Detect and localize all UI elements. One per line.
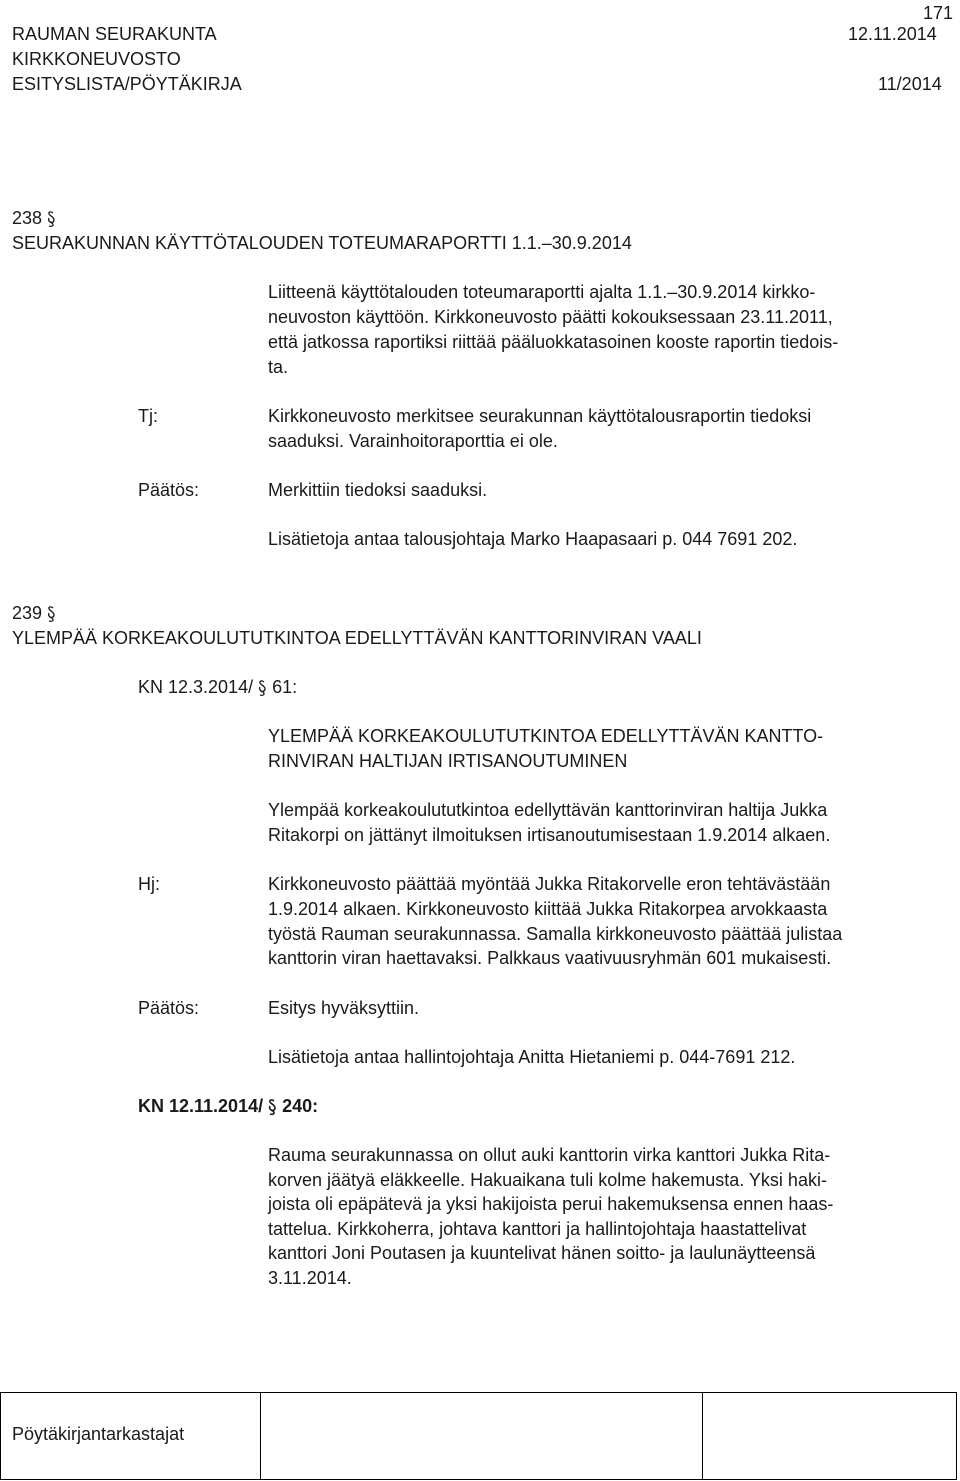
subtitle-line: YLEMPÄÄ KORKEAKOULUTUTKINTOA EDELLYTTÄVÄN KANTTO- (268, 726, 824, 746)
body-paragraph-line: joista oli epäpätevä ja yksi hakijoista perui hakemuksensa ennen haas- (268, 1194, 834, 1214)
tj-label: Tj: (138, 406, 158, 426)
decision-text: Merkittiin tiedoksi saaduksi. (268, 480, 488, 500)
body-paragraph-line: Rauma seurakunnassa on ollut auki kanttorin virka kanttori Jukka Rita- (268, 1145, 831, 1165)
section-sign-icon (46, 210, 56, 228)
document-type: ESITYSLISTA/PÖYTÄKIRJA (12, 74, 242, 94)
subtitle-line: RINVIRAN HALTIJAN IRTISANOUTUMINEN (268, 751, 628, 771)
contact-info: Lisätietoja antaa hallintojohtaja Anitta Hietaniemi p. 044-7691 212. (268, 1047, 796, 1067)
meeting-date: 12.11.2014 (848, 24, 937, 44)
body-paragraph-line: kanttori Joni Poutasen ja kuuntelivat hänen soitto- ja laulunäytteensä (268, 1243, 816, 1263)
body-paragraph-line: tattelua. Kirkkoherra, johtava kanttori ja hallintojohtaja haastattelivat (268, 1219, 807, 1239)
meeting-number: 11/2014 (878, 74, 942, 94)
contact-info: Lisätietoja antaa talousjohtaja Marko Haapasaari p. 044 7691 202. (268, 529, 798, 549)
section-238-intro-line: ta. (268, 357, 289, 377)
hj-proposal-line: työstä Rauman seurakunnassa. Samalla kirkkoneuvosto päättää julistaa (268, 924, 843, 944)
decision-label: Päätös: (138, 998, 200, 1018)
hj-proposal-line: 1.9.2014 alkaen. Kirkkoneuvosto kiittää Jukka Ritakorpea arvokkaasta (268, 899, 828, 919)
signature-cell (261, 1393, 703, 1479)
section-238-intro-line: neuvoston käyttöön. Kirkkoneuvosto päätti kokouksessaan 23.11.2011, (268, 307, 833, 327)
page-number: 171 (923, 3, 954, 23)
section-239-title: YLEMPÄÄ KORKEAKOULUTUTKINTOA EDELLYTTÄVÄN KANTTORINVIRAN VAALI (12, 628, 702, 648)
previous-reference: KN 12.3.2014/ 61: (138, 677, 298, 697)
section-239-number: 239 (12, 601, 56, 626)
body-paragraph-line: korven jäätyä eläkkeelle. Hakuaikana tuli kolme hakemusta. Yksi haki- (268, 1170, 827, 1190)
decision-text: Esitys hyväksyttiin. (268, 998, 420, 1018)
section-sign-icon (257, 679, 267, 697)
tj-proposal-line: Kirkkoneuvosto merkitsee seurakunnan käyttötalousraportin tiedoksi (268, 406, 812, 426)
governing-body: KIRKKONEUVOSTO (12, 49, 181, 69)
tj-proposal-line: saaduksi. Varainhoitoraporttia ei ole. (268, 431, 558, 451)
section-238-title: SEURAKUNNAN KÄYTTÖTALOUDEN TOTEUMARAPORTTI 1.1.–30.9.2014 (12, 233, 632, 253)
signature-box (0, 1392, 957, 1480)
section-239-intro-line: Ritakorpi on jättänyt ilmoituksen irtisanoutumisestaan 1.9.2014 alkaen. (268, 825, 831, 845)
section-238-intro-line: Liitteenä käyttötalouden toteumaraportti ajalta 1.1.–30.9.2014 kirkko- (268, 282, 816, 302)
decision-label: Päätös: (138, 480, 200, 500)
section-239-intro-line: Ylempää korkeakoulututkintoa edellyttävän kanttorinviran haltija Jukka (268, 800, 828, 820)
reviewers-label: Pöytäkirjantarkastajat (12, 1424, 185, 1444)
section-sign-icon (267, 1098, 277, 1116)
current-reference: KN 12.11.2014/ 240: (138, 1096, 319, 1116)
body-paragraph-line: 3.11.2014. (268, 1268, 352, 1288)
section-238-number: 238 (12, 206, 56, 231)
hj-label: Hj: (138, 874, 160, 894)
hj-proposal-line: Kirkkoneuvosto päättää myöntää Jukka Ritakorvelle eron tehtävästään (268, 874, 831, 894)
section-sign-icon (46, 605, 56, 623)
organization-name: RAUMAN SEURAKUNTA (12, 24, 217, 44)
hj-proposal-line: kanttorin viran haettavaksi. Palkkaus vaativuusryhmän 601 mukaisesti. (268, 948, 832, 968)
section-238-intro-line: että jatkossa raportiksi riittää pääluokkatasoinen kooste raportin tiedois- (268, 332, 839, 352)
